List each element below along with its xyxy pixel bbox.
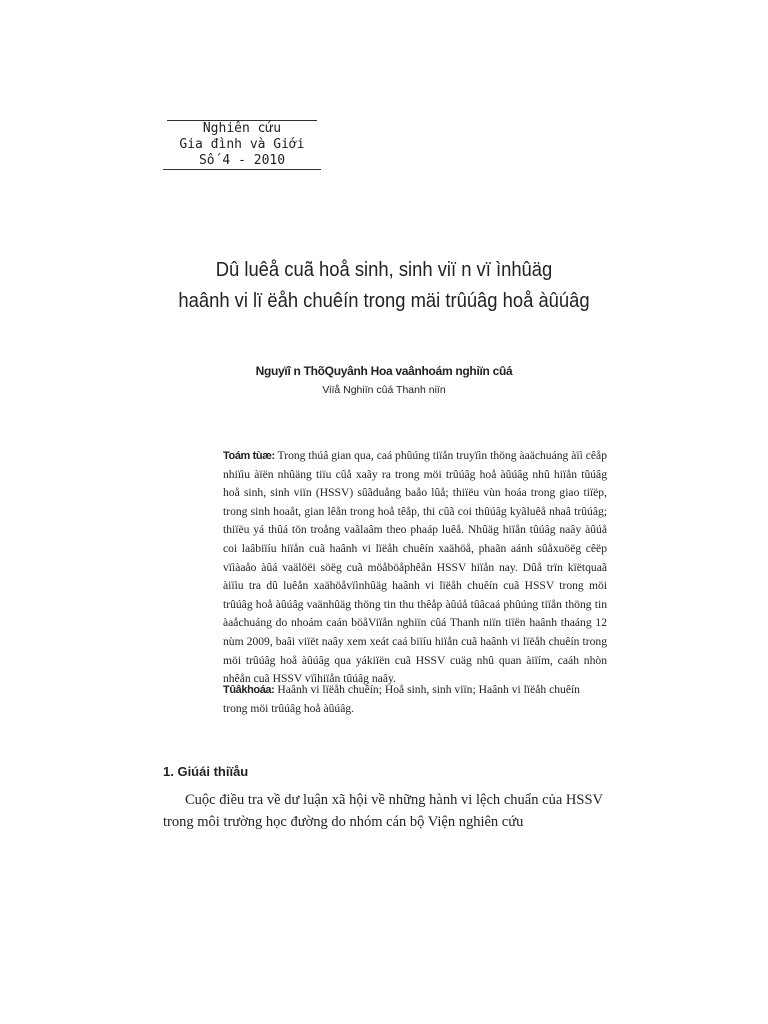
keywords-label: Tûâkhoáa: (223, 684, 275, 696)
abstract-text: Trong thúâ gian qua, caá phûúng tiïån truyïìn thöng àaächuáng àïì cêåp nhiïìu àïën nhûäng tiïu cûå xaãy ra trong möi trûúâg hoå àûúâg nhû hiïån tûúâg hoå sinh, sinh viïn (HSSV) sûãduång baåo lûå; thiïëu vùn hoáa trong giao tiïëp, trong sinh hoaåt, gian lêån trong hoå têåp, thi cûã coi thûúâg kyãluêå nhaâ trûúâg; thiïëu yá thûá tön troång vaãlaâm theo phaáp luêå. Nhûäg hiïån tûúâg naây àûúå coi laâbiïíu hiïån cuã haânh vi lïëåh chuêín xaähöå, phaãn aánh sûåxuöëg cêëp vïìàaåo àûá vaälöëi söëg cuã möåböåphêån HSSV hiïån nay. Dûå trïn kïëtquaã àiïìu tra dû luêån xaähöåvïìnhûäg haânh vi lïëåh chuêín cuã HSSV trong möi trûúâg hoå àûúâg vaänhûäg thöng tin thu thêåp àûúå tûâcaá phûúng tiïån thöng tin àaåchuáng do nhoám caán böåViïån nghiïn cûá Thanh niïn tiïën haânh thaáng 12 nùm 2009, baâi viïët naây xem xeát caá biïíu hiïån cuã haânh vi lïëåh chuêín trong möi trûúâg hoå àûúâg qua yákiïën cuã HSSV cuäg nhû quan àiïím, caáh nhòn nhêån cuã HSSV vïìhiïån tûúâg naây. (223, 449, 607, 686)
journal-name-line2: Gia đình và Giới (179, 137, 305, 152)
affiliation-line: Viïå Nghiïn cûá Thanh niïn (322, 384, 446, 396)
journal-masthead (163, 120, 321, 170)
keywords (223, 681, 607, 718)
author-line: Nguyïî n ThõQuyânh Hoa vaânhoám nghiïn cûá (255, 364, 513, 378)
article-title (169, 255, 600, 317)
keywords-text: Haânh vi lïëåh chuêín; Hoå sinh, sinh viïn; Haânh vi lïëåh chuêín trong möi trûúâg hoå àûúâg. (223, 683, 580, 715)
abstract (223, 447, 607, 689)
journal-name-line1: Nghiên cứu (202, 121, 282, 136)
body-paragraph: Cuộc điều tra về dư luận xã hội về những hành vi lệch chuẩn của HSSV trong môi trường học đường do nhóm cán bộ Viện nghiên cứu (163, 792, 603, 830)
journal-issue: Số 4 - 2010 (163, 153, 321, 170)
section-heading: 1. Giúái thiïåu (163, 764, 249, 779)
article-title-line1: Dû luêå cuã hoå sinh, sinh viï n vï ìnhûäg (215, 259, 553, 281)
abstract-label: Toám tùæ: (223, 450, 275, 462)
article-title-line2: haânh vi lï ëåh chuêín trong mäi trûúâg hoå àûúâg (178, 290, 590, 312)
